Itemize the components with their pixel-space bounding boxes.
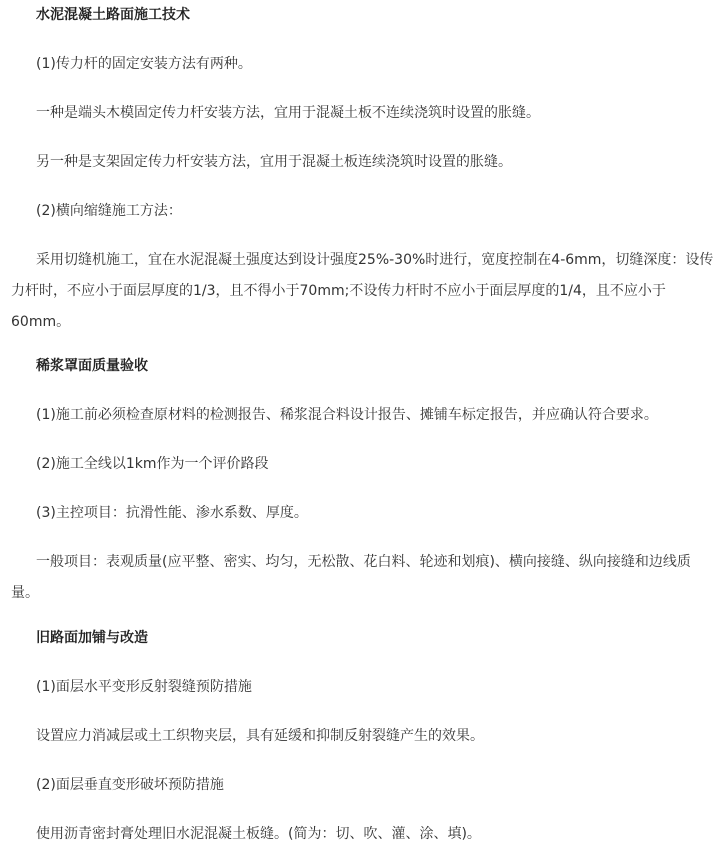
section-heading: 水泥混凝土路面施工技术: [36, 7, 190, 23]
paragraph: (3)主控项目：抗滑性能、渗水系数、厚度。: [36, 505, 308, 521]
paragraph: (1)面层水平变形反射裂缝预防措施: [36, 679, 252, 695]
paragraph: 采用切缝机施工，宜在水泥混凝土强度达到设计强度25%-30%时进行，宽度控制在4-6mm，切缝深度：设传力杆时，不应小于面层厚度的1/3，且不得小于70mm;不设传力杆时不应小于面层厚度的1/4，且不应小于60mm。: [11, 252, 714, 330]
paragraph: 一般项目：表观质量(应平整、密实、均匀，无松散、花白料、轮迹和划痕)、横向接缝、纵向接缝和边线质量。: [11, 554, 691, 601]
paragraph: 使用沥青密封膏处理旧水泥混凝土板缝。(简为：切、吹、灌、涂、填)。: [36, 826, 481, 842]
section-heading: 稀浆罩面质量验收: [36, 358, 148, 374]
paragraph: 另一种是支架固定传力杆安装方法，宜用于混凝土板连续浇筑时设置的胀缝。: [36, 154, 512, 170]
paragraph: 一种是端头木模固定传力杆安装方法，宜用于混凝土板不连续浇筑时设置的胀缝。: [36, 105, 540, 121]
paragraph: (1)传力杆的固定安装方法有两种。: [36, 56, 252, 72]
section-heading: 旧路面加铺与改造: [36, 630, 148, 646]
paragraph: 设置应力消减层或土工织物夹层，具有延缓和抑制反射裂缝产生的效果。: [36, 728, 484, 744]
paragraph: (2)面层垂直变形破坏预防措施: [36, 777, 224, 793]
paragraph: (1)施工前必须检查原材料的检测报告、稀浆混合料设计报告、摊铺车标定报告，并应确认符合要求。: [36, 407, 658, 423]
paragraph: (2)横向缩缝施工方法：: [36, 203, 182, 219]
paragraph: (2)施工全线以1km作为一个评价路段: [36, 456, 269, 472]
